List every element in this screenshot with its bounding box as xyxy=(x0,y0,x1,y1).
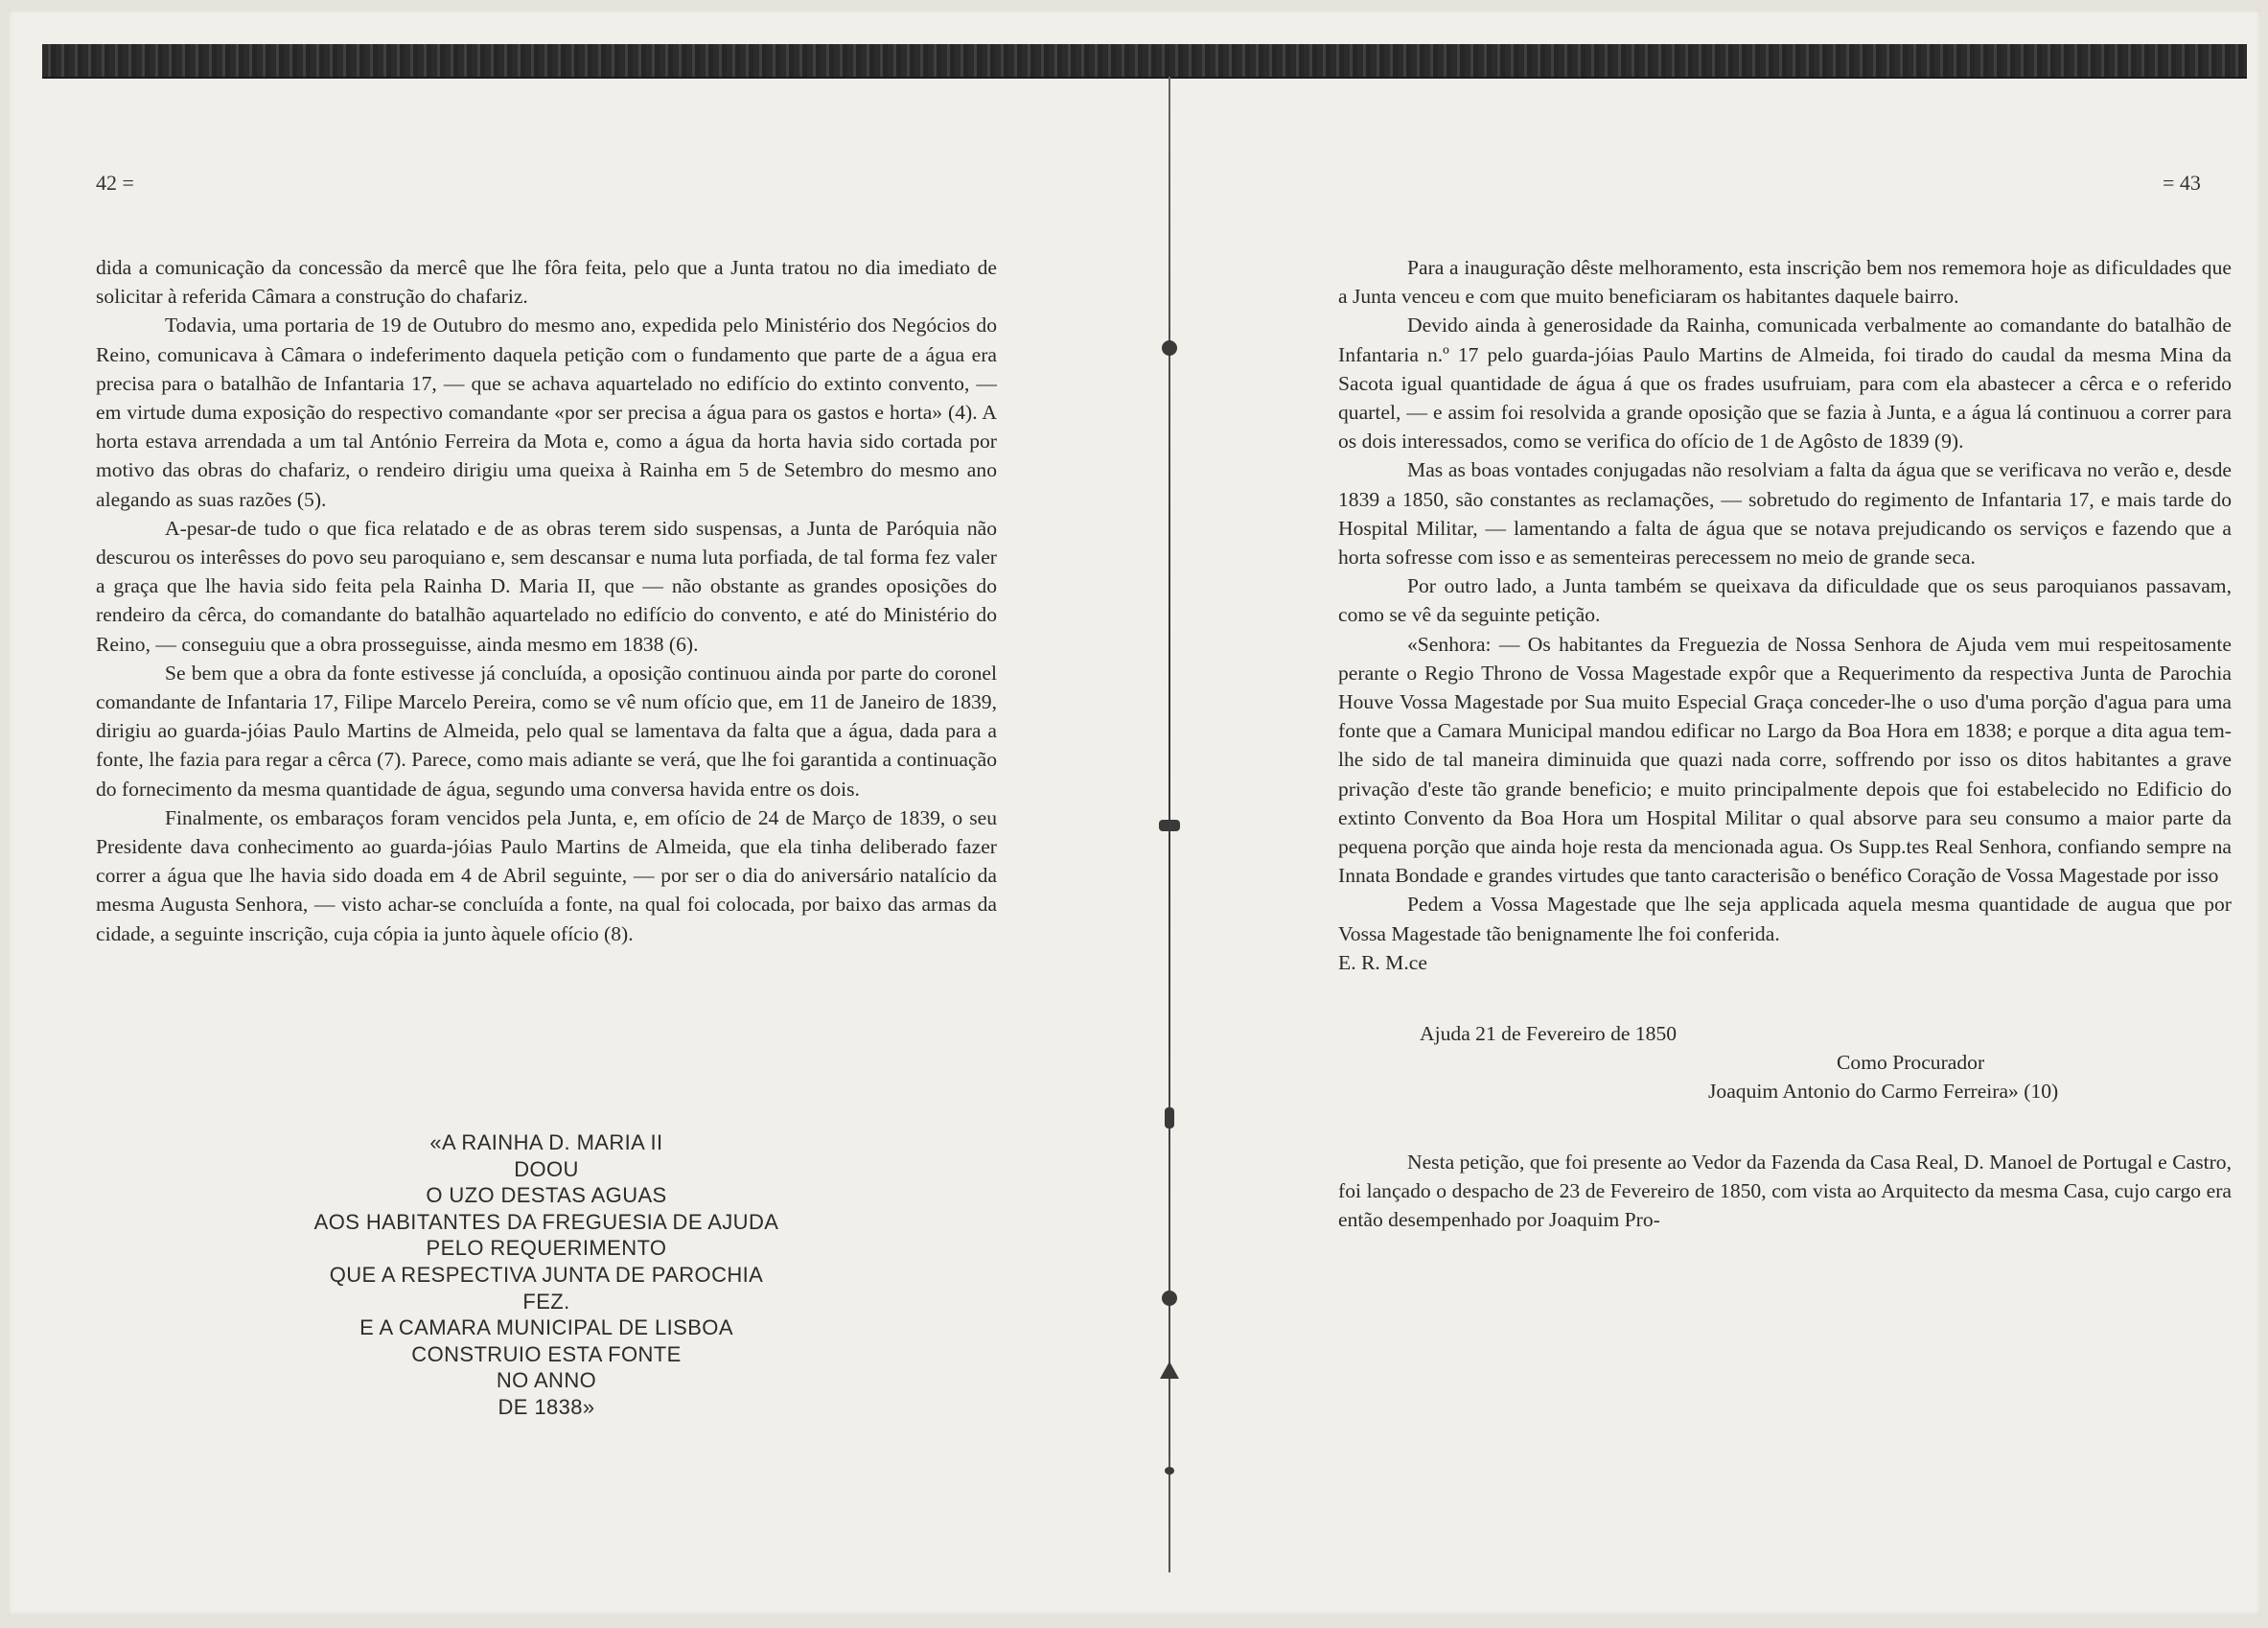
paragraph: Todavia, uma portaria de 19 de Outubro do mesmo ano, expedida pelo Ministério dos Negócios do Reino, comunicava à Câmara o indeferimento daquela petição com o fundamento que parte de a água era precisa para o batalhão de Infantaria 17, — que se achava aquartelado no edifício do extinto convento, — em virtude duma exposição do respectivo comandante «por ser precisa a água para os gastos e horta» (4). A horta estava arrendada a um tal António Ferreira da Mota e, como a água da horta havia sido cortada por motivo das obras do chafariz, o rendeiro dirigiu uma queixa à Rainha em 5 de Setembro do mesmo ano alegando as suas razões (5). xyxy=(96,314,997,511)
binding-mark xyxy=(1159,820,1180,831)
inscription-line: FEZ. xyxy=(522,1289,570,1314)
paragraph: dida a comunicação da concessão da mercê que lhe fôra feita, pelo que a Junta tratou no dia imediato de solicitar à referida Câmara a construção do chafariz. xyxy=(96,256,997,309)
inscription-line: DE 1838» xyxy=(498,1394,595,1419)
procurador-title: Como Procurador xyxy=(1837,1051,1985,1075)
inscription-line: NO ANNO xyxy=(496,1368,597,1393)
binding-mark xyxy=(1165,1107,1174,1128)
paragraph: Devido ainda à generosidade da Rainha, comunicada verbalmente ao comandante do batalhão de Infantaria n.º 17 pelo guarda-jóias Paulo Martins de Almeida, foi tirado do caudal da mesma Mina da Sacota igual quantidade de água á que os frades usufruiam, para com ela abastecer a cêrca e o referido quartel, — e assim foi resolvida a grande oposição que se fazia à Junta, e a água lá continuou a correr para os dois interessados, como se verifica do ofício de 1 de Agôsto de 1839 (9). xyxy=(1338,314,2232,454)
inscription-line: «A RAINHA D. MARIA II xyxy=(429,1130,663,1154)
fountain-inscription xyxy=(230,1129,863,1421)
inscription-line: CONSTRUIO ESTA FONTE xyxy=(411,1341,682,1366)
petition-date: Ajuda 21 de Fevereiro de 1850 xyxy=(1420,1022,1678,1046)
paragraph: Finalmente, os embaraços foram vencidos pela Junta, e, em ofício de 24 de Março de 1839, o seu Presidente dava conhecimento ao guarda-jóias Paulo Martins de Almeida, que ela tinha deliberado fazer correr a água que lhe havia sido doada em 4 de Abril seguinte, — por ser o dia do aniversário natalício da mesma Augusta Senhora, — visto achar-se concluída a fonte, na qual foi colocada, por baixo das armas da cidade, a seguinte inscrição, cuja cópia ia junto àquele ofício (8). xyxy=(96,805,997,945)
petition-closing-formula: E. R. M.ce xyxy=(1338,950,1427,974)
inscription-line: DOOU xyxy=(514,1156,579,1181)
binding-mark xyxy=(1162,1291,1177,1306)
petition-signature-block xyxy=(1338,1019,2232,1115)
binding-mark xyxy=(1160,1361,1179,1379)
right-page-text xyxy=(1338,253,2232,1235)
inscription-line: AOS HABITANTES DA FREGUESIA DE AJUDA xyxy=(313,1209,779,1234)
page-number-left: 42 = xyxy=(96,171,134,195)
page-number-right: = 43 xyxy=(2163,171,2201,195)
inscription-line: O UZO DESTAS AGUAS xyxy=(426,1183,667,1208)
left-page-text xyxy=(96,253,997,948)
petition-signature: Joaquim Antonio do Carmo Ferreira» (10) xyxy=(1708,1080,2059,1104)
petition-request: Pedem a Vossa Magestade que lhe seja applicada aquela mesma quantidade de augua que por Vossa Magestade tão benignamente lhe foi conferida. xyxy=(1338,893,2232,945)
binding-mark xyxy=(1162,340,1177,356)
scanned-sheet xyxy=(8,10,2260,1616)
petition-text: «Senhora: — Os habitantes da Freguezia de Nossa Senhora de Ajuda vem mui respeitosamente perante o Regio Throno de Vossa Magestade expôr que a Requerimento da respectiva Junta de Parochia Houve Vossa Magestade por Sua muito Especial Graça conceder-lhe o uso d'uma porção d'agua para uma fonte que a Camara Municipal mandou edificar no Largo da Boa Hora em 1838; e porque a dita agua tem-lhe sido de tal maneira diminuida que quazi nada corre, soffrendo por isso os ditos habitantes a grave privação d'este tão grande beneficio; e muito principalmente depois que foi estabelecido no Edificio do extinto Convento da Boa Hora um Hospital Militar o qual absorve para seu consumo a maior parte da pequena porção que ainda hoje resta da mencionada agua. Os Supp.tes Real Senhora, confiando sempre na Innata Bondade e grandes virtudes que tanto caracterisão o benéfico Coração de Vossa Magestade por isso xyxy=(1338,632,2232,888)
paragraph: Por outro lado, a Junta também se queixava da dificuldade que os seus paroquianos passavam, como se vê da seguinte petição. xyxy=(1338,574,2232,627)
inscription-line: PELO REQUERIMENTO xyxy=(426,1236,667,1261)
paragraph: Para a inauguração dêste melhoramento, esta inscrição bem nos rememora hoje as dificuldades que a Junta venceu e com que muito beneficiaram os habitantes daquele bairro. xyxy=(1338,256,2232,309)
paragraph: Se bem que a obra da fonte estivesse já concluída, a oposição continuou ainda por parte do coronel comandante de Infantaria 17, Filipe Marcelo Pereira, como se vê num ofício que, em 11 de Janeiro de 1839, dirigiu ao guarda-jóias Paulo Martins de Almeida, pelo qual se lamentava da falta que a água, dada para a fonte, lhe fazia para regar a cêrca (7). Parece, como mais adiante se verá, que lhe foi garantida a continuação do fornecimento da mesma quantidade de água, segundo uma conversa havida entre os dois. xyxy=(96,661,997,801)
inscription-line: E A CAMARA MUNICIPAL DE LISBOA xyxy=(359,1315,733,1340)
paragraph: A-pesar-de tudo o que fica relatado e de as obras terem sido suspensas, a Junta de Paróquia não descurou os interêsses do povo seu paroquiano e, sem descansar e numa luta porfiada, de tal forma fez valer a graça que lhe havia sido feita pela Rainha D. Maria II, que — não obstante as grandes oposições do rendeiro da cêrca, do comandante do batalhão aquartelado no edifício do convento, e até do Ministério do Reino, — conseguiu que a obra prosseguisse, ainda mesmo em 1838 (6). xyxy=(96,516,997,656)
paragraph: Nesta petição, que foi presente ao Vedor da Fazenda da Casa Real, D. Manoel de Portugal e Castro, foi lançado o despacho de 23 de Fevereiro de 1850, com vista ao Arquitecto da mesma Casa, cujo cargo era então desempenhado por Joaquim Pro- xyxy=(1338,1151,2232,1232)
inscription-line: QUE A RESPECTIVA JUNTA DE PAROCHIA xyxy=(329,1262,764,1287)
binding-mark xyxy=(1165,1467,1174,1475)
dark-scan-band xyxy=(42,44,2247,79)
paragraph: Mas as boas vontades conjugadas não resolviam a falta da água que se verificava no verão e, desde 1839 a 1850, são constantes as reclamações, — sobretudo do regimento de Infantaria 17, e mais tarde do Hospital Militar, — lamentando a falta de água que se notava prejudicando os serviços e fazendo que a horta sofresse com isso e as sementeiras perecessem no meio de grande seca. xyxy=(1338,458,2232,570)
